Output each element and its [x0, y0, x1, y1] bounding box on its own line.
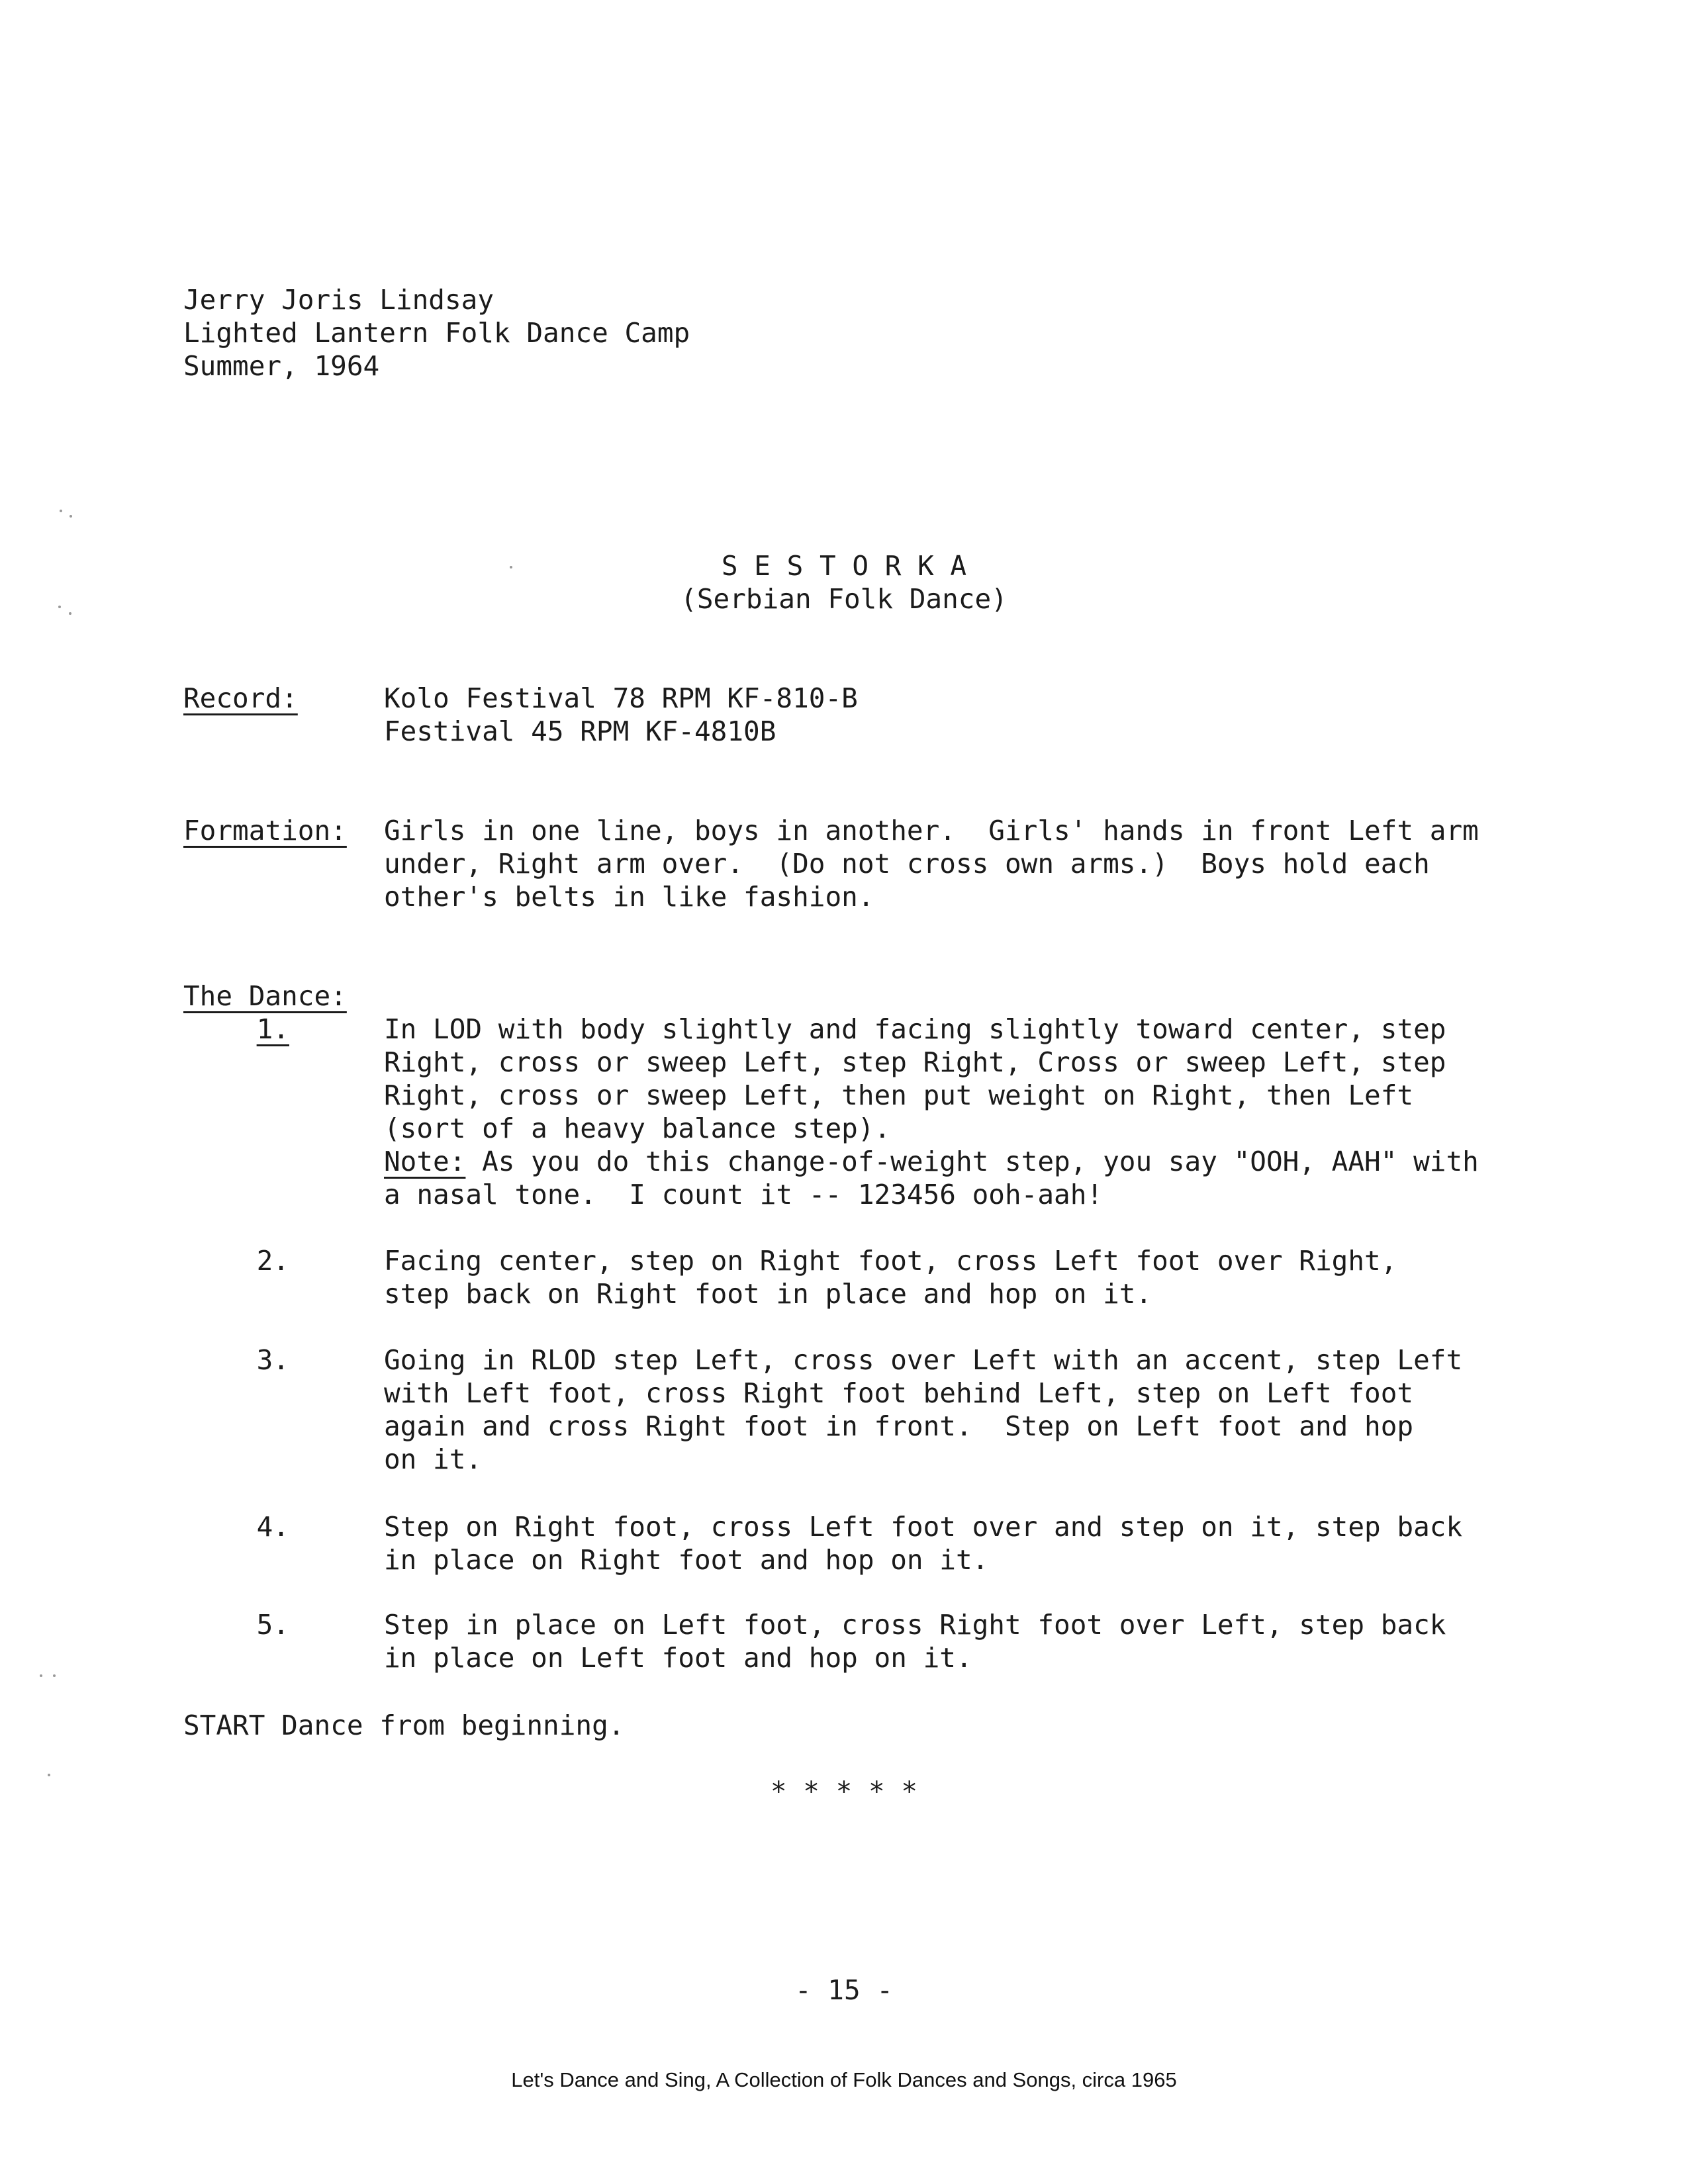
step-number-text: 2.: [256, 1245, 289, 1277]
step-number-text: 5.: [256, 1609, 289, 1641]
page-number-text: - 15 -: [794, 1974, 894, 2006]
step-line: again and cross Right foot in front. Step on Left foot and hop: [384, 1410, 1414, 1442]
author-name: Jerry Joris Lindsay: [183, 284, 494, 316]
dance-label-text: The Dance:: [183, 980, 347, 1012]
source-caption: [0, 2068, 1688, 2092]
step-4-text: [384, 1510, 1542, 1576]
step-line: Going in RLOD step Left, cross over Left with an accent, step Left: [384, 1344, 1463, 1376]
step-number: [183, 1343, 289, 1377]
scan-speck: [40, 1674, 42, 1677]
step-line: in place on Right foot and hop on it.: [384, 1544, 989, 1576]
step-number: [183, 1013, 289, 1046]
step-line: in place on Left foot and hop on it.: [384, 1642, 972, 1674]
camp-name: Lighted Lantern Folk Dance Camp: [183, 317, 690, 349]
page-number: [0, 1974, 1688, 2007]
record-label-text: Record:: [183, 682, 298, 714]
step-number: [183, 1244, 289, 1277]
step-line: Step on Right foot, cross Left foot over and step on it, step back: [384, 1511, 1463, 1543]
step-number-text: 3.: [256, 1344, 289, 1376]
step-line: step back on Right foot in place and hop on it.: [384, 1278, 1152, 1310]
record-line: Festival 45 RPM KF-4810B: [384, 715, 776, 747]
dance-name: S E S T O R K A: [721, 550, 967, 582]
record-label: [183, 682, 298, 715]
scan-speck: [58, 606, 61, 608]
step-note-continuation: a nasal tone. I count it -- 123456 ooh-aah!: [384, 1179, 1103, 1210]
step-line: Step in place on Left foot, cross Right foot over Left, step back: [384, 1609, 1446, 1641]
scan-speck: [60, 510, 62, 512]
formation-details: [384, 814, 1542, 913]
dance-label: [183, 979, 347, 1013]
formation-label: [183, 814, 347, 847]
step-note-line: [384, 1145, 1542, 1178]
season-date: Summer, 1964: [183, 350, 380, 382]
step-line: (sort of a heavy balance step).: [384, 1113, 891, 1144]
note-text: As you do this change-of-weight step, you say "OOH, AAH" with: [465, 1146, 1479, 1177]
scan-speck: [48, 1774, 50, 1776]
step-number: [183, 1510, 289, 1543]
step-line: Facing center, step on Right foot, cross Left foot over Right,: [384, 1245, 1397, 1277]
formation-line: other's belts in like fashion.: [384, 881, 874, 913]
step-line: with Left foot, cross Right foot behind Left, step on Left foot: [384, 1377, 1414, 1409]
separator: [0, 1775, 1688, 1808]
closing-text: START Dance from beginning.: [183, 1709, 625, 1741]
formation-line: under, Right arm over. (Do not cross own arms.) Boys hold each: [384, 848, 1430, 880]
step-number-text: 1.: [256, 1013, 289, 1045]
formation-label-text: Formation:: [183, 815, 347, 846]
separator-text: * * * * *: [770, 1776, 918, 1807]
note-label: Note:: [384, 1146, 466, 1177]
source-caption-text: Let's Dance and Sing, A Collection of Folk Dances and Songs, circa 1965: [511, 2068, 1177, 2091]
dance-subtitle: (Serbian Folk Dance): [680, 583, 1008, 615]
step-1-text: [384, 1013, 1542, 1211]
closing-instruction: [183, 1709, 624, 1742]
step-number-text: 4.: [256, 1511, 289, 1543]
scan-speck: [70, 515, 72, 518]
step-line: Right, cross or sweep Left, step Right, Cross or sweep Left, step: [384, 1046, 1446, 1078]
dance-title: [0, 549, 1688, 615]
document-header: [183, 283, 690, 383]
formation-line: Girls in one line, boys in another. Girls' hands in front Left arm: [384, 815, 1479, 846]
scan-speck: [510, 566, 512, 569]
step-line: In LOD with body slightly and facing slightly toward center, step: [384, 1013, 1446, 1045]
scan-speck: [53, 1674, 56, 1677]
step-5-text: [384, 1608, 1542, 1674]
record-line: Kolo Festival 78 RPM KF-810-B: [384, 682, 858, 714]
step-line: Right, cross or sweep Left, then put weight on Right, then Left: [384, 1079, 1414, 1111]
step-line: on it.: [384, 1443, 483, 1475]
step-number: [183, 1608, 289, 1641]
record-details: [384, 682, 1542, 748]
step-2-text: [384, 1244, 1542, 1310]
scan-speck: [69, 612, 71, 615]
step-3-text: [384, 1343, 1542, 1476]
